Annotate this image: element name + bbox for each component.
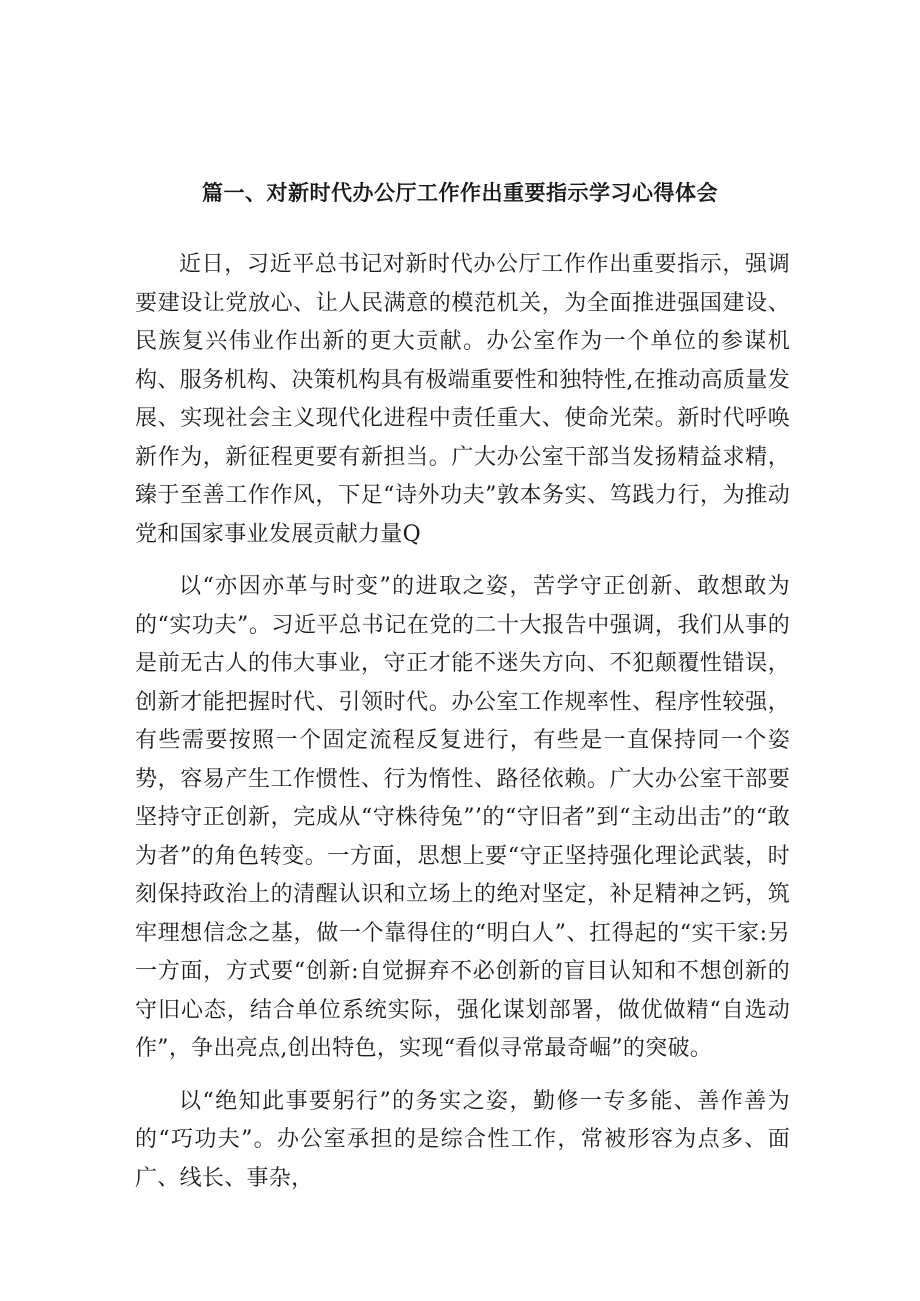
paragraph-1: 近日，习近平总书记对新时代办公厅工作作出重要指示，强调要建设让党放心、让人民满意的模范机关，为全面推进强国建设、民族复兴伟业作出新的更大贡献。办公室作为一个单位的参谋机构、服务机构、决策机构具有极端重要性和独特性,在推动高质量发展、实现社会主义现代化进程中责任重大、使命光荣。新时代呼唤新作为，新征程更要有新担当。广大办公室干部当发扬精益求精，臻于至善工作作风，下足“诗外功夫”敦本务实、笃践力行，为推动党和国家事业发展贡献力量Q [135,252,790,547]
document-title: 篇一、对新时代办公厅工作作出重要指示学习心得体会 [202,181,718,205]
paragraph-2: 以“亦因亦革与时变”的进取之姿，苦学守正创新、敢想敢为的“实功夫”。习近平总书记在党的二十大报告中强调，我们从事的是前无古人的伟大事业，守正才能不迷失方向、不犯颠覆性错误，创新才能把握时代、引领时代。办公室工作规率性、程序性较强，有些需要按照一个固定流程反复进行，有些是一直保持同一个姿势，容易产生工作惯性、行为惰性、路径依赖。广大办公室干部要坚持守正创新，完成从“守株待兔”’的“守旧者”到“主动出击”的“敢为者”的角色转变。一方面，思想上要“守正坚持强化理论武装，时刻保持政治上的清醒认识和立场上的绝对坚定，补足精神之钙，筑牢理想信念之基，做一个靠得住的“明白人”、扛得起的“实干家:另一方面，方式要“创新:自觉摒弃不必创新的盲目认知和不想创新的守旧心态，结合单位系统实际，强化谋划部署，做优做精“自选动作”，争出亮点,创出特色，实现“看似寻常最奇崛”的突破。 [135,574,790,1061]
document-body [135,246,790,1212]
paragraph-3: 以“绝知此事要躬行”的务实之姿，勤修一专多能、善作善为的“巧功夫”。办公室承担的是综合性工作，常被形容为点多、面广、线长、事杂， [135,1088,790,1191]
